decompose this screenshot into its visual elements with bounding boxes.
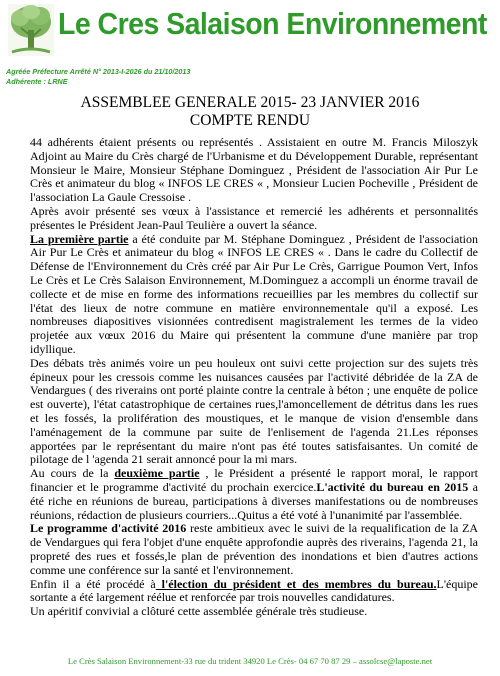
member-text: Adhérente : LRNE	[6, 76, 68, 86]
org-name: Le Cres Salaison Environnement	[58, 6, 487, 41]
agreement-text: Agréée Préfecture Arrêté N° 2013-I-2026 du 21/10/2013	[6, 67, 191, 76]
paragraph-second-part	[30, 467, 478, 522]
election-intro: Enfin il a été procédé à	[30, 576, 156, 591]
paragraph-election	[30, 578, 478, 606]
header-meta	[6, 67, 190, 86]
footer-contact: Le Crès Salaison Environnement-33 rue du trident 34920 Le Crès- 04 67 70 87 29 – assolcse@laposte.net	[67, 656, 433, 666]
paragraph-attendance: 44 adhérents étaient présents ou représentés . Assistaient en outre M. Francis Miloszyk Adjoint au Maire du Crès chargé de l'Urbanisme et du Développement Durable, représentant Monsieur le Maire, Monsieur Stéphane Dominguez , Président de l'association Air Pur Le Crès et animateur du blog « INFOS LE CRES « , Monsieur Lucien Pocheville , Président de l'association La Gaule Cressoise .	[30, 135, 478, 205]
bureau-activity-label: L'activité du bureau en 2015	[316, 479, 469, 494]
document-subtitle: COMPTE RENDU	[189, 112, 311, 129]
document-title: ASSEMBLEE GENERALE 2015- 23 JANVIER 2016	[80, 94, 420, 111]
bureau-activity-text: a été riche en réunions de bureau, participations à diverses manifestations ou de nombreuses réunions, rédaction de plusieurs courriers...Quitus a été voté à l'unanimité par l'assemblée.	[30, 479, 478, 522]
paragraph-closing: Un apéritif convivial a clôturé cette assemblée générale très studieuse.	[30, 604, 368, 619]
program-text: reste ambitieux avec le suivi de la requalification de la ZA de Vendargues qui fera l'objet d'une enquête approfondie auprès des riverains, l'agenda 21, la propreté des rues et fossés,le plan de prévention des inondations et bien d'autres actions comme une conférence sur la santé et l'environnement.	[30, 521, 479, 577]
second-part-label: deuxième partie	[114, 466, 200, 481]
election-label: l'élection du président et des membres du bureau.	[155, 576, 437, 591]
first-part-text: a été conduite par M. Stéphane Dominguez , Président de l'association Air Pur Le Crès et animateur du blog « INFOS LE CRES « . Dans le cadre du Collectif de Défense de l'Environnement du Crès créé par Air Pur Le Crès, Garrigue Poumon Vert, Infos Le Crès et Le Crès Salaison Environnement, M.Dominguez a accompli un énorme travail de collecte et de mise en forme des informations recueillies par les membres du collectif sur l'état des lieux de notre commune en matière environnementale qu'il a exposé. Les nombreuses diapositives visionnées contredisent magistralement les termes de la video projetée aux vœux 2016 du Maire qui présentent la commune d'une manière par trop idyllique.	[30, 231, 478, 356]
tree-logo-icon	[6, 2, 56, 58]
paragraph-first-part	[30, 233, 478, 357]
paragraph-opening: Après avoir présenté ses vœux à l'assistance et remercié les adhérents et personnalités présentes le Président Jean-Paul Teulière a ouvert la séance.	[30, 203, 478, 232]
election-text: L'équipe sortante a été largement réélue et renforcée par trois nouvelles candidatures.	[30, 576, 478, 605]
report-body	[30, 136, 478, 619]
paragraph-program	[30, 522, 478, 577]
second-part-text: , le Président a présenté le rapport moral, le rapport financier et le programme d'activité du prochain exercice.	[30, 466, 478, 494]
first-part-label: La première partie	[30, 231, 129, 246]
paragraph-debates: Des débats très animés voire un peu houleux ont suivi cette projection sur des sujets très épineux pour les cressois comme les nuisances causées par l'activité débridée de la ZA de Vendargues ( des riverains ont porté plainte contre la centrale à béton ; une enquête de police est ouverte), l'état catastrophique de certaines rues,l'amoncellement de détritus dans les rues et les fossés, la prolifération des moustiques, et le manque de vision d'ensemble dans l'aménagement de la commune par suite de l'enlisement de l'agenda 21.Les réponses apportées par le représentant du maire n'ont pas été toutes satisfaisantes. Un comité de pilotage de l 'agenda 21 serait annoncé pour la mi mars.	[30, 355, 478, 467]
program-label: Le programme d'activité 2016	[30, 521, 187, 536]
second-part-intro: Au cours de la	[30, 466, 115, 481]
